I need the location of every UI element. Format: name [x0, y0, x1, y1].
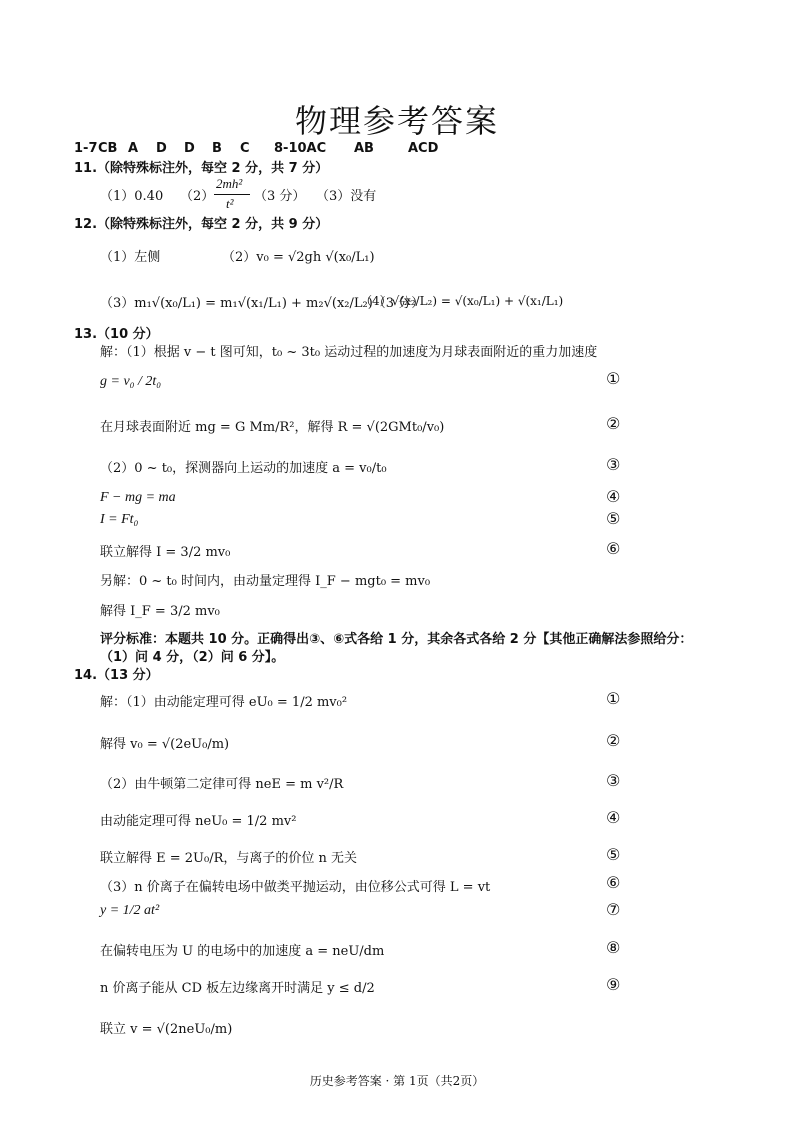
page-title: 物理参考答案 — [294, 102, 499, 140]
q13-eq-5: I = Ft₀ — [100, 512, 139, 527]
q11-answer-2-label: （2） — [180, 189, 215, 204]
q12-answer-2: （2）v₀ = √2gh √(x₀/L₁) — [222, 250, 375, 265]
fraction-bar — [214, 194, 250, 195]
q13-eq-4: F − mg = ma — [100, 490, 176, 505]
q12-heading: 12.（除特殊标注外，每空 2 分，共 9 分） — [74, 217, 329, 232]
q13-alt-result: 解得 I_F = 3/2 mv₀ — [100, 604, 220, 619]
q14-eq-8: 在偏转电压为 U 的电场中的加速度 a = neU/dm — [100, 944, 385, 959]
q11-fraction-numerator: 2mh² — [216, 176, 243, 191]
mc-answer: AB — [354, 141, 374, 156]
mc-answer: D — [156, 141, 167, 156]
q13-eq-1: g = v₀ / 2t₀ — [100, 374, 162, 389]
q11-answer-1: （1）0.40 — [100, 189, 164, 204]
q14-heading: 14.（13 分） — [74, 668, 159, 683]
q14-eq-4: 由动能定理可得 neU₀ = 1/2 mv² — [100, 814, 297, 829]
equation-marker-5: ⑤ — [606, 509, 621, 528]
mc-answer: A — [128, 141, 139, 156]
q13-eq-3: （2）0 ~ t₀，探测器向上运动的加速度 a = v₀/t₀ — [100, 461, 387, 476]
equation-marker-2: ② — [606, 414, 621, 433]
page-footer: 历史参考答案 · 第 1页（共2页） — [309, 1074, 485, 1088]
equation-marker-1: ① — [606, 689, 621, 708]
q14-eq-9: n 价离子能从 CD 板左边缘离开时满足 y ≤ d/2 — [100, 981, 375, 996]
equation-marker-9: ⑨ — [606, 975, 621, 994]
mc-answer: D — [184, 141, 195, 156]
equation-marker-6: ⑥ — [606, 873, 621, 892]
q14-eq-2: 解得 v₀ = √(2eU₀/m) — [100, 737, 230, 752]
q13-line-1: 解：（1）根据 v − t 图可知，t₀ ~ 3t₀ 运动过程的加速度为月球表面附近的重力加速度 — [100, 345, 598, 360]
q11-answer-3: （3）没有 — [316, 189, 377, 204]
q13-eq-2: 在月球表面附近 mg = G Mm/R²，解得 R = √(2GMt₀/v₀) — [100, 420, 445, 435]
q14-eq-5: 联立解得 E = 2U₀/R，与离子的价位 n 无关 — [100, 851, 358, 866]
equation-marker-2: ② — [606, 731, 621, 750]
q13-scoring-1: 评分标准：本题共 10 分。正确得出③、⑥式各给 1 分，其余各式各给 2 分【其他正确解法参照给分： — [100, 632, 693, 647]
mc-answer: B — [212, 141, 222, 156]
q12-answer-4: （4）√(x₂/L₂) = √(x₀/L₁) + √(x₁/L₁) — [360, 294, 564, 308]
q14-eq-1: 解：（1）由动能定理可得 eU₀ = 1/2 mv₀² — [100, 695, 348, 710]
q12-answer-1: （1）左侧 — [100, 250, 161, 265]
mc-range-2: 8-10AC — [274, 141, 327, 156]
q13-alt-solution: 另解：0 ~ t₀ 时间内，由动量定理得 I_F − mgt₀ = mv₀ — [100, 574, 431, 589]
equation-marker-4: ④ — [606, 808, 621, 827]
q11-fraction-denominator: t² — [226, 196, 234, 211]
mc-answer: ACD — [408, 141, 439, 156]
q13-heading: 13.（10 分） — [74, 327, 159, 342]
q14-eq-3: （2）由牛顿第二定律可得 neE = m v²/R — [100, 777, 344, 792]
mc-range-1: 1-7 — [74, 141, 98, 156]
equation-marker-5: ⑤ — [606, 845, 621, 864]
q14-eq-7: y = 1/2 at² — [100, 903, 160, 918]
q13-eq-6: 联立解得 I = 3/2 mv₀ — [100, 545, 231, 560]
equation-marker-6: ⑥ — [606, 539, 621, 558]
q12-answer-3: （3）m₁√(x₀/L₁) = m₁√(x₁/L₁) + m₂√(x₂/L₂)（3 分） — [100, 296, 425, 311]
equation-marker-3: ③ — [606, 455, 621, 474]
equation-marker-1: ① — [606, 369, 621, 388]
q14-eq-10: 联立 v = √(2neU₀/m) — [100, 1022, 233, 1037]
mc-answer: C — [240, 141, 250, 156]
equation-marker-7: ⑦ — [606, 900, 621, 919]
q14-eq-6: （3）n 价离子在偏转电场中做类平抛运动，由位移公式可得 L = vt — [100, 880, 491, 895]
mc-answer: CB — [98, 141, 118, 156]
equation-marker-8: ⑧ — [606, 938, 621, 957]
equation-marker-4: ④ — [606, 487, 621, 506]
equation-marker-3: ③ — [606, 771, 621, 790]
q11-heading: 11.（除特殊标注外，每空 2 分，共 7 分） — [74, 161, 329, 176]
q13-scoring-2: （1）问 4 分，（2）问 6 分】。 — [100, 650, 285, 665]
q11-answer-2-note: （3 分） — [254, 189, 306, 204]
